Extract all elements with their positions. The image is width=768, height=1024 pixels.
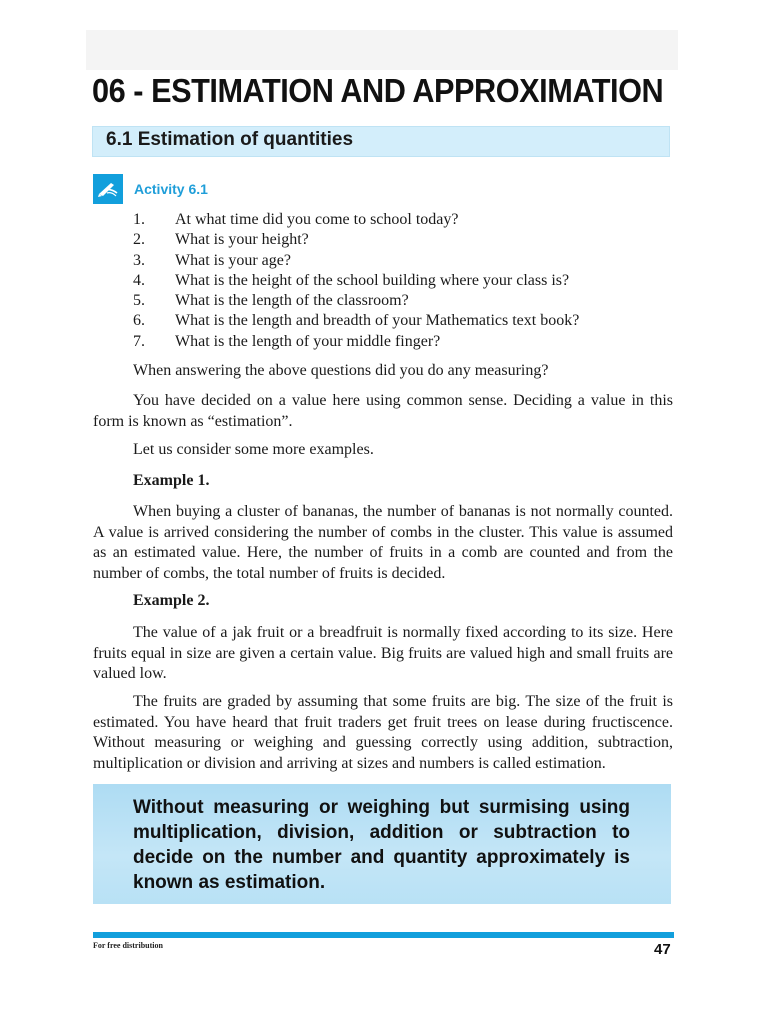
example-2-heading: Example 2. — [133, 592, 210, 609]
list-item-number: 2. — [133, 231, 145, 249]
pencil-hand-icon — [93, 174, 123, 204]
paragraph-measuring-question: When answering the above questions did you do any measuring? — [133, 362, 549, 379]
page-number: 47 — [654, 941, 671, 958]
paragraph-more-examples: Let us consider some more examples. — [133, 441, 374, 458]
list-item-text: What is the length of your middle finger? — [175, 332, 441, 350]
top-band — [86, 30, 678, 70]
list-item-number: 1. — [133, 211, 145, 228]
list-item-text: What is your age? — [175, 251, 291, 269]
list-item-text: What is the length of the classroom? — [175, 292, 409, 310]
example-1-text: When buying a cluster of bananas, the number of bananas is not normally counted. A value is arrived considering the number of combs in the cluster. This value is assumed as an estimated value. Here, the number of fruits in a comb are counted and from the number of combs, the total number of fruits is decided. — [93, 503, 673, 582]
activity-question-list — [133, 210, 673, 352]
definition-box — [93, 784, 671, 904]
section-bar — [92, 126, 670, 157]
footer-note: For free distribution — [93, 941, 163, 950]
definition-text: Without measuring or weighing but surmising using multiplication, division, addition or subtraction to decide on the number and quantity approximately is known as estimation. — [133, 797, 630, 893]
list-item — [133, 291, 673, 311]
list-item-number: 6. — [133, 312, 145, 330]
list-item — [133, 230, 673, 250]
example-2-text: The value of a jak fruit or a breadfruit is normally fixed according to its size. Here fruits equal in size are given a certain value. Big fruits are valued high and small fruits are valued low. — [93, 624, 673, 682]
list-item-number: 4. — [133, 271, 145, 289]
list-item-text: What is the length and breadth of your Mathematics text book? — [175, 312, 580, 330]
footer-bar — [93, 932, 674, 938]
list-item — [133, 210, 673, 230]
pencil-hand-icon-glyph — [97, 180, 119, 198]
list-item-number: 3. — [133, 251, 145, 269]
list-item-number: 7. — [133, 332, 145, 350]
section-title: 6.1 Estimation of quantities — [106, 129, 354, 150]
paragraph-fruit-grading: The fruits are graded by assuming that some fruits are big. The size of the fruit is estimated. You have heard that fruit traders get fruit trees on lease during fructiscence. Without measuring or weighing and guessing correctly using addition, subtraction, multiplication or division and arriving at sizes and numbers is called estimation. — [93, 693, 673, 772]
list-item — [133, 332, 673, 352]
list-item-number: 5. — [133, 292, 145, 310]
example-1-heading: Example 1. — [133, 472, 210, 489]
list-item — [133, 311, 673, 331]
list-item-text: What is the height of the school building where your class is? — [175, 271, 570, 289]
paragraph-estimation-intro: You have decided on a value here using common sense. Deciding a value in this form is known as “estimation”. — [93, 392, 673, 430]
list-item — [133, 251, 673, 271]
chapter-title: 06 - ESTIMATION AND APPROXIMATION — [92, 72, 664, 109]
list-item — [133, 271, 673, 291]
activity-label: Activity 6.1 — [134, 181, 208, 197]
list-item-text: What is your height? — [175, 231, 309, 249]
list-item-text: At what time did you come to school today? — [175, 211, 459, 228]
